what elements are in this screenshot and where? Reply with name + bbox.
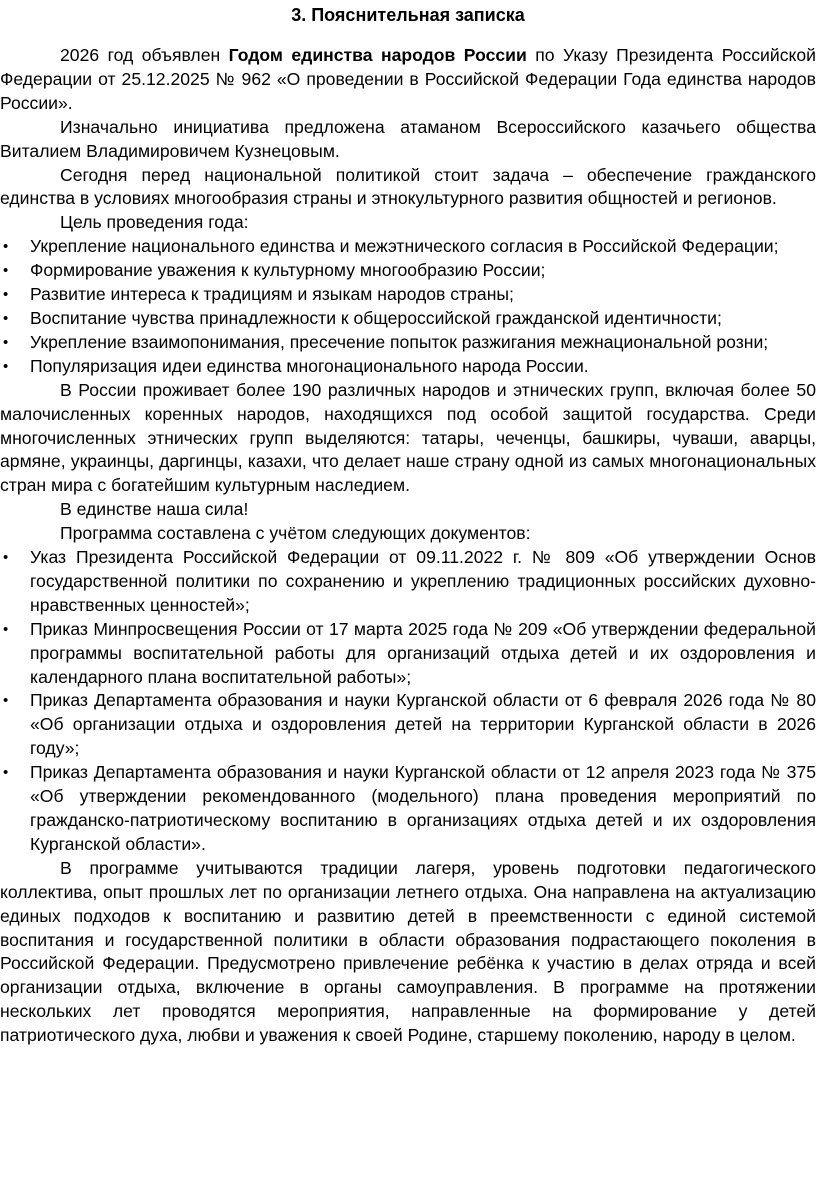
year-title-bold: Годом единства народов России — [228, 45, 527, 65]
goal-text: Укрепление взаимопонимания, пресечение попыток разжигания межнациональной розни; — [30, 331, 769, 352]
closing-paragraph: В программе учитываются традиции лагеря, уровень подготовки педагогического коллектива, опыт прошлых лет по организации летнего отдыха. Она направлена на актуализацию единых подходов к воспитанию и развитию детей в преемственности с единой системой воспитания и государственной политики в области образования подрастающего поколения в Российской Федерации. Предусмотрено привлечение ребёнка к участию в делах отряда и всей организации отдыха, включение в органы самоуправления. В программе на протяжении нескольких лет проводятся мероприятия, направленные на формирование у детей патриотического духа, любви и уважения к своей Родине, старшему поколению, народу в целом. — [0, 857, 816, 1046]
document-item — [0, 689, 816, 761]
document-body — [0, 44, 816, 1048]
policy-paragraph: Сегодня перед национальной политикой стоит задача – обеспечение гражданского единства в условиях многообразия страны и этнокультурного развития общностей и регионов. — [0, 164, 816, 209]
bullet-icon: • — [3, 549, 9, 567]
bullet-icon: • — [3, 238, 9, 256]
section-heading: 3. Пояснительная записка — [291, 5, 525, 25]
document-item — [0, 618, 816, 690]
initiative-paragraph: Изначально инициатива предложена атаманом Всероссийского казачьего общества Виталием Владимировичем Кузнецовым. — [0, 116, 816, 161]
goals-list — [0, 235, 816, 378]
goal-item — [0, 235, 816, 259]
document-item — [0, 546, 816, 618]
document-text: Приказ Минпросвещения России от 17 марта 2025 года № 209 «Об утверждении федеральной программы воспитательной работы для организаций отдыха детей и их оздоровления и календарного плана воспитательной работы»; — [30, 618, 816, 687]
motto-line: В единстве наша сила! — [60, 499, 249, 520]
ethnic-paragraph: В России проживает более 190 различных народов и этнических групп, включая более 50 малочисленных коренных народов, находящихся под особой защитой государства. Среди многочисленных этнических групп выделяются: татары, чеченцы, башкиры, чуваши, аварцы, армяне, украинцы, даргинцы, казахи, что делает наше страну одной из самых многонациональных стран мира с богатейшим культурным наследием. — [0, 379, 816, 496]
goal-item — [0, 307, 816, 331]
intro-paragraph — [0, 44, 816, 116]
document-item — [0, 761, 816, 857]
intro-text-start: 2026 год объявлен — [60, 45, 229, 65]
goal-item — [0, 283, 816, 307]
intro-text-end: по Указу Президента Российской Федерации от 25.12.2025 № 962 «О проведении в Российской Федерации Года единства народов России». — [0, 45, 816, 113]
bullet-icon: • — [3, 286, 9, 304]
goal-item — [0, 355, 816, 379]
goal-item — [0, 259, 816, 283]
document-text: Указ Президента Российской Федерации от 09.11.2022 г. № 809 «Об утверждении Основ государственной политики по сохранению и укреплению традиционных российских духовно-нравственных ценностей»; — [30, 547, 816, 615]
document-text: Приказ Департамента образования и науки Курганской области от 6 февраля 2026 года № 80 «Об организации отдыха и оздоровления детей на территории Курганской области в 2026 году»; — [30, 690, 816, 759]
documents-list — [0, 546, 816, 857]
bullet-icon: • — [3, 764, 9, 782]
bullet-icon: • — [3, 262, 9, 280]
bullet-icon: • — [3, 309, 9, 327]
goal-text: Укрепление национального единства и межэтнического согласия в Российской Федерации; — [30, 236, 779, 257]
goal-text: Воспитание чувства принадлежности к общероссийской гражданской идентичности; — [30, 307, 722, 328]
goal-item — [0, 331, 816, 355]
goal-text: Формирование уважения к культурному многообразию России; — [30, 260, 546, 281]
bullet-icon: • — [3, 357, 9, 375]
document-text: Приказ Департамента образования и науки Курганской области от 12 апреля 2023 года № 375 «Об утверждении рекомендованного (модельного) плана проведения мероприятий по гражданско-патриотическому воспитанию в организациях отдыха детей и их оздоровления Курганской области». — [30, 762, 816, 854]
goal-text: Развитие интереса к традициям и языкам народов страны; — [30, 284, 514, 305]
documents-heading: Программа составлена с учётом следующих документов: — [60, 523, 531, 544]
goal-heading: Цель проведения года: — [60, 212, 249, 233]
bullet-icon: • — [3, 620, 9, 638]
bullet-icon: • — [3, 692, 9, 710]
bullet-icon: • — [3, 333, 9, 351]
goal-text: Популяризация идеи единства многонационального народа России. — [30, 355, 589, 376]
